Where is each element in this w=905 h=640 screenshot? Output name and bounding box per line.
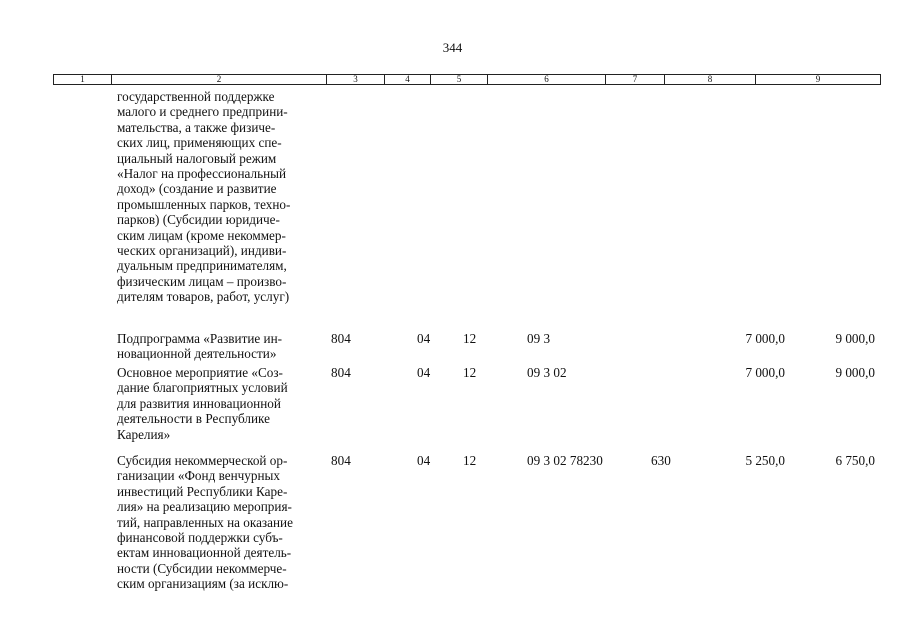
name-line: финансовой поддержки субъ- (117, 530, 283, 546)
header-cell-7: 7 (606, 75, 665, 85)
name-line: для развития инновационной (117, 395, 281, 411)
name-line: Подпрограмма «Развитие ин- (117, 331, 283, 346)
header-cell-8: 8 (665, 75, 756, 85)
name-line: дание благоприятных условий (117, 380, 288, 396)
section-code: 04 (417, 365, 431, 380)
table-row-name (117, 331, 323, 362)
expense-type-code: 630 (651, 453, 671, 468)
name-line: Субсидия некоммерческой ор- (117, 453, 288, 468)
section-code: 04 (417, 331, 431, 346)
table-row-name (117, 453, 323, 592)
name-line: Основное мероприятие «Соз- (117, 365, 283, 380)
name-line: ским лицам (кроме некоммер- (117, 227, 286, 243)
name-line: промышленных парков, техно- (117, 196, 291, 212)
amount-2: 9 000,0 (835, 365, 875, 380)
subsection-code: 12 (463, 331, 477, 346)
header-cell-3: 3 (327, 75, 385, 85)
table-row-name (117, 365, 323, 442)
column-number-header (53, 74, 881, 85)
target-code: 09 3 02 78230 (527, 453, 603, 468)
name-line: дителям товаров, работ, услуг) (117, 289, 290, 305)
name-line: физическим лицам – произво- (117, 273, 287, 289)
subsection-code: 12 (463, 365, 477, 380)
name-line: ским организациям (за исклю- (117, 576, 289, 592)
header-cell-6: 6 (488, 75, 606, 85)
name-line: тий, направленных на оказание (117, 514, 293, 530)
name-line: ганизации «Фонд венчурных (117, 468, 280, 484)
table-row-name (117, 89, 323, 305)
page-number: 344 (442, 40, 463, 55)
name-line: новационной деятельности» (117, 346, 277, 362)
name-line: деятельности в Республике (117, 411, 270, 427)
name-line: Карелия» (117, 426, 171, 442)
ministry-code: 804 (331, 365, 351, 380)
ministry-code: 804 (331, 453, 351, 468)
name-line: малого и среднего предприни- (117, 104, 288, 120)
amount-1: 7 000,0 (745, 365, 785, 380)
header-cell-5: 5 (431, 75, 488, 85)
name-line: инвестиций Республики Каре- (117, 483, 288, 499)
header-cell-1: 1 (54, 75, 112, 85)
header-cell-2: 2 (112, 75, 327, 85)
name-line: ности (Субсидии некоммерче- (117, 560, 287, 576)
name-line: циальный налоговый режим (117, 150, 277, 166)
target-code: 09 3 (527, 331, 551, 346)
name-line: «Налог на профессиональный (117, 166, 287, 182)
amount-2: 6 750,0 (835, 453, 875, 468)
name-line: мательства, а также физиче- (117, 119, 276, 135)
section-code: 04 (417, 453, 431, 468)
header-cell-4: 4 (385, 75, 431, 85)
name-line: лия» на реализацию мероприя- (117, 499, 292, 515)
target-code: 09 3 02 (527, 365, 567, 380)
amount-1: 7 000,0 (745, 331, 785, 346)
name-line: ских лиц, применяющих спе- (117, 135, 282, 151)
header-row (54, 75, 881, 85)
name-line: парков) (Субсидии юридиче- (117, 212, 280, 228)
subsection-code: 12 (463, 453, 477, 468)
name-line: государственной поддержке (117, 89, 275, 104)
amount-1: 5 250,0 (745, 453, 785, 468)
name-line: доход» (создание и развитие (117, 181, 277, 197)
amount-2: 9 000,0 (835, 331, 875, 346)
header-cell-9: 9 (756, 75, 881, 85)
name-line: ектам инновационной деятель- (117, 545, 292, 561)
name-line: дуальным предпринимателям, (117, 258, 287, 274)
ministry-code: 804 (331, 331, 351, 346)
name-line: ческих организаций), индиви- (117, 243, 287, 259)
